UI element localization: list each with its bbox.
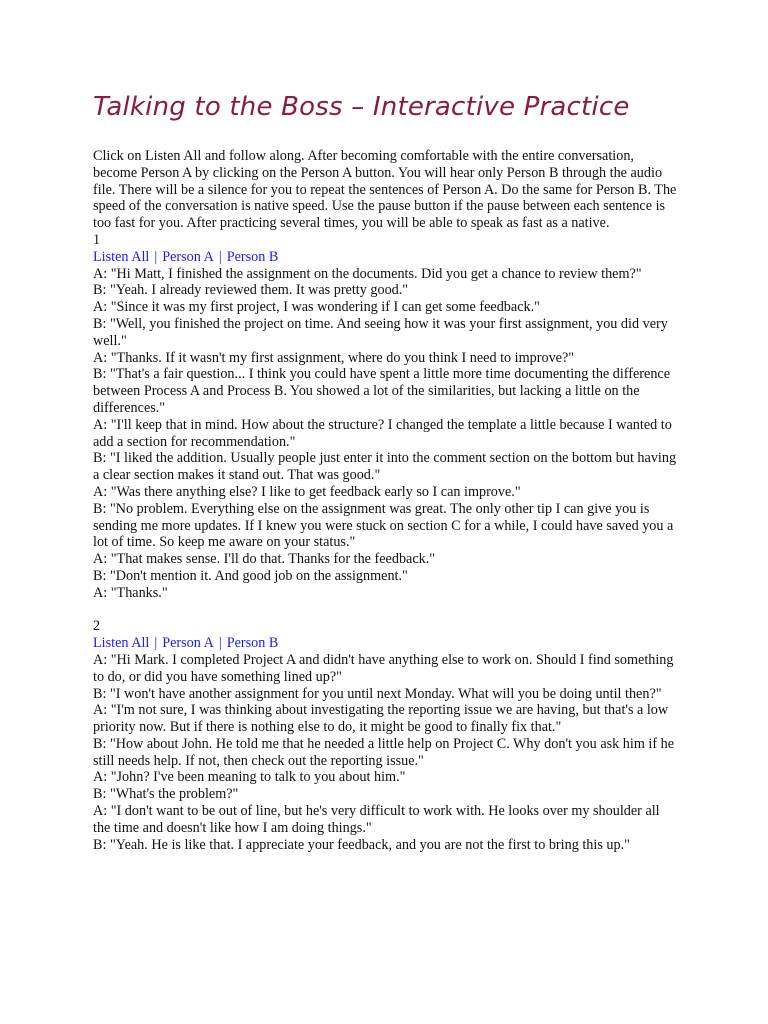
dialogue-line: B: "I won't have another assignment for you until next Monday. What will you be doing until then?"	[93, 685, 662, 702]
audio-links	[93, 249, 678, 266]
page-title: Talking to the Boss – Interactive Practice	[93, 92, 630, 122]
dialogue-line: A: "John? I've been meaning to talk to you about him."	[93, 769, 406, 786]
conversation-section	[93, 618, 678, 853]
section-number: 2	[93, 618, 101, 635]
dialogue-line: A: "I'll keep that in mind. How about the structure? I changed the template a little because I wanted to add a section for recommendation."	[93, 416, 672, 450]
listen-all-link[interactable]: Listen All	[93, 635, 150, 652]
link-separator: |	[218, 635, 222, 652]
dialogue-line: B: "Yeah. I already reviewed them. It was pretty good."	[93, 282, 409, 299]
link-separator: |	[154, 248, 158, 265]
person-a-link[interactable]: Person A	[162, 248, 214, 265]
link-separator: |	[218, 248, 222, 265]
dialogue-line: A: "Since it was my first project, I was wondering if I can get some feedback."	[93, 299, 540, 316]
dialogue-line: A: "Was there anything else? I like to get feedback early so I can improve."	[93, 483, 521, 500]
conversation-section	[93, 232, 678, 602]
section-number: 1	[93, 231, 101, 248]
person-b-link[interactable]: Person B	[226, 635, 279, 652]
dialogue-line: B: "I liked the addition. Usually people just enter it into the comment section on the bottom but having a clear section makes it stand out. That was good."	[93, 450, 677, 484]
link-separator: |	[154, 635, 158, 652]
dialogue-line: B: "How about John. He told me that he needed a little help on Project C. Why don't you ask him if he still needs help. If not, then check out the reporting issue."	[93, 735, 675, 769]
dialogue-line: A: "Hi Matt, I finished the assignment on the documents. Did you get a chance to review them?"	[93, 265, 642, 282]
dialogue-line: B: "What's the problem?"	[93, 786, 239, 803]
content	[93, 148, 678, 853]
dialogue-line: A: "That makes sense. I'll do that. Thanks for the feedback."	[93, 551, 436, 568]
dialogue-line: B: "Well, you finished the project on time. And seeing how it was your first assignment, you did very well."	[93, 315, 668, 349]
dialogue-line: B: "Don't mention it. And good job on the assignment."	[93, 567, 408, 584]
dialogue-line: B: "Yeah. He is like that. I appreciate your feedback, and you are not the first to bring this up."	[93, 836, 630, 853]
intro-paragraph: Click on Listen All and follow along. After becoming comfortable with the entire conversation, become Person A by clicking on the Person A button. You will hear only Person B through the audio file. There will be a silence for you to repeat the sentences of Person A. Do the same for Person B. The speed of the conversation is native speed. Use the pause button if the pause between each sentence is too fast for you. After practicing several times, you will be able to speak as fast as a native.	[93, 148, 677, 232]
dialogue-line: B: "That's a fair question... I think you could have spent a little more time documenting the difference between Process A and Process B. You showed a lot of the similarities, but lacking a little on the differences."	[93, 366, 671, 416]
listen-all-link[interactable]: Listen All	[93, 248, 150, 265]
dialogue-line: A: "Hi Mark. I completed Project A and didn't have anything else to work on. Should I find something to do, or did you have something lined up?"	[93, 651, 674, 685]
audio-links	[93, 635, 678, 652]
dialogue-line: A: "Thanks. If it wasn't my first assignment, where do you think I need to improve?"	[93, 349, 575, 366]
person-b-link[interactable]: Person B	[226, 248, 279, 265]
conversation-sections	[93, 232, 678, 853]
dialogue-line: A: "I don't want to be out of line, but he's very difficult to work with. He looks over my shoulder all the time and doesn't like how I am doing things."	[93, 803, 660, 836]
person-a-link[interactable]: Person A	[162, 635, 214, 652]
dialogue-line: A: "I'm not sure, I was thinking about investigating the reporting issue we are having, but that's a low priority now. But if there is nothing else to do, it might be good to finally fix that."	[93, 702, 669, 736]
dialogue-line: B: "No problem. Everything else on the assignment was great. The only other tip I can give you is sending me more updates. If I knew you were stuck on section C for a while, I could have saved you a lot of time. So keep me aware on your status."	[93, 500, 674, 551]
dialogue-line: A: "Thanks."	[93, 584, 168, 601]
